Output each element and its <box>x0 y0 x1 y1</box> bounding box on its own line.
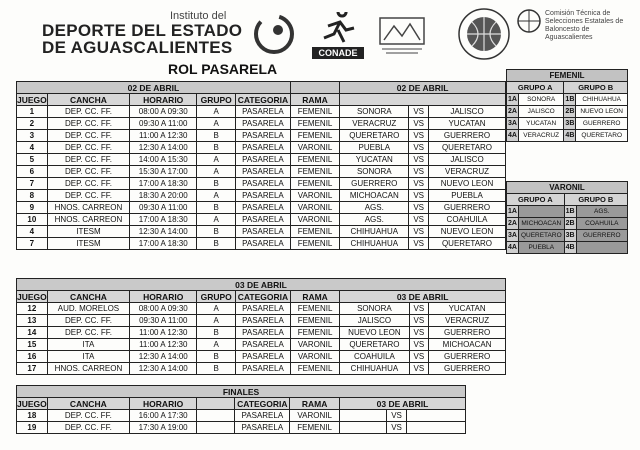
vs-cell: VS <box>409 166 429 178</box>
vs-cell: VS <box>387 422 407 434</box>
game-row <box>17 166 506 178</box>
branch-cell: VARONIL <box>290 214 339 226</box>
court-cell: DEP. CC. FF. <box>47 410 129 422</box>
game-row <box>17 422 466 434</box>
branch-cell: FEMENIL <box>290 238 339 250</box>
branch-cell: VARONIL <box>290 190 339 202</box>
home-team-cell: VERACRUZ <box>340 118 409 130</box>
group-b-team <box>576 242 627 254</box>
category-cell: PASARELA <box>236 363 291 375</box>
group-b-seed: 2B <box>564 218 576 230</box>
branch-cell: FEMENIL <box>290 327 339 339</box>
game-row <box>17 303 506 315</box>
basketball-association-logo <box>455 6 513 62</box>
group-b-seed: 3B <box>564 118 576 130</box>
group-b-team: CHIHUAHUA <box>576 94 628 106</box>
game-number: 10 <box>17 214 48 226</box>
group-cell: B <box>197 327 236 339</box>
game-number: 13 <box>17 315 48 327</box>
game-number: 17 <box>17 363 48 375</box>
game-row <box>17 154 506 166</box>
group-a-seed: 3A <box>507 118 519 130</box>
home-team-cell: CHIHUAHUA <box>340 238 409 250</box>
court-cell: DEP. CC. FF. <box>47 118 129 130</box>
game-row <box>17 226 506 238</box>
game-number: 12 <box>17 303 48 315</box>
category-cell: PASARELA <box>236 130 291 142</box>
time-cell: 08:00 A 09:30 <box>130 303 197 315</box>
court-cell: DEP. CC. FF. <box>47 178 129 190</box>
time-cell: 16:00 A 17:30 <box>129 410 197 422</box>
away-team-cell: GUERRERO <box>429 363 506 375</box>
vs-cell: VS <box>409 130 429 142</box>
home-team-cell <box>339 410 386 422</box>
home-team-cell: CHIHUAHUA <box>340 226 409 238</box>
court-cell: AUD. MORELOS <box>47 303 129 315</box>
category-cell: PASARELA <box>236 339 291 351</box>
branch-cell: FEMENIL <box>290 154 339 166</box>
home-team-cell: SONORA <box>340 106 409 118</box>
court-cell: DEP. CC. FF. <box>47 142 129 154</box>
institute-prefix: Instituto del <box>170 10 227 22</box>
court-cell: HNOS. CARREON <box>47 363 129 375</box>
group-row <box>507 242 628 254</box>
day2-matchup-header: 03 DE ABRIL <box>340 291 506 303</box>
game-number: 7 <box>17 178 48 190</box>
away-team-cell <box>406 422 465 434</box>
federation-logo <box>378 14 426 56</box>
game-row <box>17 351 506 363</box>
branch-cell: FEMENIL <box>290 315 339 327</box>
schedule-table-day1 <box>16 81 506 250</box>
game-row <box>17 339 506 351</box>
away-team-cell <box>406 410 465 422</box>
away-team-cell: PUEBLA <box>429 190 506 202</box>
category-cell: PASARELA <box>236 351 291 363</box>
home-team-cell: GUERRERO <box>340 178 409 190</box>
group-b-seed: 4B <box>564 242 576 254</box>
group-cell: A <box>197 154 236 166</box>
branch-cell: FEMENIL <box>290 130 339 142</box>
group-row <box>507 206 628 218</box>
away-team-cell: NUEVO LEON <box>429 178 506 190</box>
vs-cell: VS <box>409 178 429 190</box>
vs-cell: VS <box>409 327 429 339</box>
game-row <box>17 315 506 327</box>
group-a-team: PUEBLA <box>518 242 564 254</box>
away-team-cell: QUERETARO <box>429 238 506 250</box>
time-cell: 17:00 A 18:30 <box>130 178 197 190</box>
group-cell <box>197 410 235 422</box>
group-b-seed: 2B <box>564 106 576 118</box>
court-cell: DEP. CC. FF. <box>47 166 129 178</box>
group-row <box>507 218 628 230</box>
institute-name-line1: DEPORTE DEL ESTADO <box>42 21 243 40</box>
conade-label: CONADE <box>312 47 364 59</box>
finals-matchup-header: 03 DE ABRIL <box>339 398 465 410</box>
branch-cell: VARONIL <box>290 351 339 363</box>
category-cell: PASARELA <box>236 142 291 154</box>
home-team-cell: PUEBLA <box>340 142 409 154</box>
game-row <box>17 202 506 214</box>
day1-date-header: 02 DE ABRIL <box>17 82 291 94</box>
group-cell: A <box>197 106 236 118</box>
branch-cell: FEMENIL <box>290 118 339 130</box>
col-grupo: GRUPO <box>197 291 236 303</box>
group-a-team: JALISCO <box>518 106 564 118</box>
time-cell: 09:30 A 11:00 <box>130 118 197 130</box>
col-blank <box>197 398 235 410</box>
time-cell: 12:30 A 14:00 <box>130 363 197 375</box>
vs-cell: VS <box>409 351 429 363</box>
away-team-cell: QUERETARO <box>429 142 506 154</box>
col-horario: HORARIO <box>130 291 197 303</box>
branch-cell: FEMENIL <box>290 363 339 375</box>
group-a-seed: 4A <box>507 130 519 142</box>
away-team-cell: VERACRUZ <box>429 166 506 178</box>
schedule-table-finals <box>16 385 466 434</box>
branch-cell: FEMENIL <box>290 178 339 190</box>
game-number: 14 <box>17 327 48 339</box>
game-number: 3 <box>17 130 48 142</box>
category-cell: PASARELA <box>236 190 291 202</box>
group-a-seed: 2A <box>507 106 519 118</box>
group-a-seed: 4A <box>507 242 519 254</box>
col-juego: JUEGO <box>17 398 47 409</box>
group-row <box>507 118 628 130</box>
varonil-title: VARONIL <box>507 182 628 194</box>
category-cell: PASARELA <box>236 214 291 226</box>
col-rama: RAMA <box>290 94 339 106</box>
varonil-group-a: GRUPO A <box>507 194 565 206</box>
game-number: 5 <box>17 154 48 166</box>
home-team-cell: YUCATAN <box>340 154 409 166</box>
varonil-group-b: GRUPO B <box>564 194 627 206</box>
court-cell: ITA <box>47 351 129 363</box>
court-cell: DEP. CC. FF. <box>47 190 129 202</box>
group-a-team: YUCATAN <box>518 118 564 130</box>
group-b-seed: 1B <box>564 94 576 106</box>
group-b-seed: 3B <box>564 230 576 242</box>
away-team-cell: COAHUILA <box>429 214 506 226</box>
group-cell: A <box>197 214 236 226</box>
game-row <box>17 106 506 118</box>
vs-cell: VS <box>409 106 429 118</box>
time-cell: 11:00 A 12:30 <box>130 130 197 142</box>
category-cell: PASARELA <box>235 422 290 434</box>
group-b-seed: 4B <box>564 130 576 142</box>
away-team-cell: GUERRERO <box>429 327 506 339</box>
away-team-cell: YUCATAN <box>429 303 506 315</box>
court-cell: DEP. CC. FF. <box>47 327 129 339</box>
game-number: 4 <box>17 226 48 238</box>
col-categoria: CATEGORIA <box>235 398 290 410</box>
home-team-cell: QUERETARO <box>340 339 409 351</box>
game-row <box>17 118 506 130</box>
col-horario: HORARIO <box>129 398 197 410</box>
femenil-title: FEMENIL <box>507 70 628 82</box>
court-cell: DEP. CC. FF. <box>47 422 129 434</box>
time-cell: 17:00 A 18:30 <box>130 238 197 250</box>
time-cell: 11:00 A 12:30 <box>130 327 197 339</box>
game-number: 15 <box>17 339 48 351</box>
time-cell: 12:30 A 14:00 <box>130 142 197 154</box>
group-cell: B <box>197 363 236 375</box>
group-a-team: VERACRUZ <box>518 130 564 142</box>
away-team-cell: GUERRERO <box>429 202 506 214</box>
group-b-team: GUERRERO <box>576 230 627 242</box>
game-row <box>17 142 506 154</box>
group-row <box>507 106 628 118</box>
home-team-cell: JALISCO <box>340 315 409 327</box>
commission-text: Comisión Técnica de Selecciones Estatales de Baloncesto de Aguascalientes <box>545 10 624 41</box>
court-cell: DEP. CC. FF. <box>47 154 129 166</box>
home-team-cell: AGS. <box>340 202 409 214</box>
col-cancha: CANCHA <box>47 94 129 106</box>
group-cell: A <box>197 190 236 202</box>
home-team-cell: SONORA <box>340 303 409 315</box>
away-team-cell: NUEVO LEON <box>429 226 506 238</box>
col-cancha: CANCHA <box>47 291 129 303</box>
time-cell: 17:00 A 18:30 <box>130 214 197 226</box>
home-team-cell: MICHOACAN <box>340 190 409 202</box>
time-cell: 18:30 A 20:00 <box>130 190 197 202</box>
branch-cell: VARONIL <box>290 202 339 214</box>
group-b-seed: 1B <box>564 206 576 218</box>
vs-cell: VS <box>409 142 429 154</box>
category-cell: PASARELA <box>236 327 291 339</box>
time-cell: 15:30 A 17:00 <box>130 166 197 178</box>
group-a-seed: 1A <box>507 206 519 218</box>
group-cell: A <box>197 303 236 315</box>
col-categoria: CATEGORIA <box>236 291 291 303</box>
group-a-seed: 2A <box>507 218 519 230</box>
away-team-cell: JALISCO <box>429 106 506 118</box>
group-a-team: MICHOACAN <box>518 218 564 230</box>
vs-cell: VS <box>409 303 429 315</box>
group-cell: A <box>197 339 236 351</box>
group-b-team: COAHUILA <box>576 218 627 230</box>
col-matchup <box>340 94 506 106</box>
time-cell: 09:30 A 11:00 <box>130 202 197 214</box>
category-cell: PASARELA <box>236 238 291 250</box>
home-team-cell <box>339 422 386 434</box>
category-cell: PASARELA <box>236 178 291 190</box>
category-cell: PASARELA <box>235 410 290 422</box>
home-team-cell: CHIHUAHUA <box>340 363 409 375</box>
home-team-cell: SONORA <box>340 166 409 178</box>
game-number: 2 <box>17 118 48 130</box>
institute-name-line2: DE AGUASCALIENTES <box>42 38 233 57</box>
group-cell <box>197 422 235 434</box>
away-team-cell: YUCATAN <box>429 118 506 130</box>
group-cell: B <box>197 238 236 250</box>
game-number: 1 <box>17 106 48 118</box>
game-number: 6 <box>17 166 48 178</box>
game-row <box>17 190 506 202</box>
day1-blank-header <box>290 82 339 94</box>
court-cell: ITESM <box>47 226 129 238</box>
home-team-cell: AGS. <box>340 214 409 226</box>
away-team-cell: GUERRERO <box>429 351 506 363</box>
group-row <box>507 130 628 142</box>
home-team-cell: NUEVO LEON <box>340 327 409 339</box>
branch-cell: FEMENIL <box>290 166 339 178</box>
vs-cell: VS <box>387 410 407 422</box>
game-number: 8 <box>17 190 48 202</box>
category-cell: PASARELA <box>236 154 291 166</box>
vs-cell: VS <box>409 363 429 375</box>
day1-matchup-header: 02 DE ABRIL <box>340 82 506 94</box>
category-cell: PASARELA <box>236 118 291 130</box>
court-cell: DEP. CC. FF. <box>47 315 129 327</box>
vs-cell: VS <box>409 202 429 214</box>
group-a-seed: 3A <box>507 230 519 242</box>
game-row <box>17 327 506 339</box>
group-cell: B <box>197 202 236 214</box>
branch-cell: FEMENIL <box>290 303 339 315</box>
game-row <box>17 238 506 250</box>
category-cell: PASARELA <box>236 166 291 178</box>
game-number: 4 <box>17 142 48 154</box>
group-row <box>507 230 628 242</box>
group-b-team: QUERETARO <box>576 130 628 142</box>
vs-cell: VS <box>409 226 429 238</box>
vs-cell: VS <box>409 315 429 327</box>
game-row <box>17 363 506 375</box>
vs-cell: VS <box>409 238 429 250</box>
time-cell: 17:30 A 19:00 <box>129 422 197 434</box>
group-row <box>507 94 628 106</box>
away-team-cell: MICHOACAN <box>429 339 506 351</box>
category-cell: PASARELA <box>236 303 291 315</box>
group-cell: B <box>197 130 236 142</box>
finals-header: FINALES <box>17 386 466 398</box>
home-team-cell: QUERETARO <box>340 130 409 142</box>
group-cell: B <box>197 351 236 363</box>
vs-cell: VS <box>409 214 429 226</box>
game-number: 19 <box>17 422 48 434</box>
category-cell: PASARELA <box>236 226 291 238</box>
group-a-team: SONORA <box>518 94 564 106</box>
game-row <box>17 178 506 190</box>
game-number: 9 <box>17 202 48 214</box>
page-title: ROL PASARELA <box>168 61 278 77</box>
game-number: 16 <box>17 351 48 363</box>
time-cell: 12:30 A 14:00 <box>130 351 197 363</box>
game-row <box>17 410 466 422</box>
col-rama: RAMA <box>290 291 339 303</box>
branch-cell: FEMENIL <box>290 226 339 238</box>
group-b-team: GUERRERO <box>576 118 628 130</box>
col-rama: RAMA <box>290 398 340 410</box>
court-cell: ITESM <box>47 238 129 250</box>
group-cell: A <box>197 315 236 327</box>
group-cell: A <box>197 166 236 178</box>
court-cell: DEP. CC. FF. <box>47 106 129 118</box>
game-number: 7 <box>17 238 48 250</box>
femenil-groups-table <box>506 69 628 142</box>
institute-swirl-logo <box>252 12 296 56</box>
branch-cell: FEMENIL <box>290 422 340 434</box>
group-cell: B <box>197 226 236 238</box>
vs-cell: VS <box>409 339 429 351</box>
commission-basketball-logo <box>516 8 542 34</box>
away-team-cell: VERACRUZ <box>429 315 506 327</box>
court-cell: HNOS. CARREON <box>47 202 129 214</box>
day2-date-header: 03 DE ABRIL <box>17 279 506 291</box>
varonil-groups-table <box>506 181 628 254</box>
branch-cell: VARONIL <box>290 339 339 351</box>
group-cell: B <box>197 142 236 154</box>
category-cell: PASARELA <box>236 315 291 327</box>
away-team-cell: JALISCO <box>429 154 506 166</box>
document-header <box>0 0 640 80</box>
time-cell: 12:30 A 14:00 <box>130 226 197 238</box>
category-cell: PASARELA <box>236 202 291 214</box>
time-cell: 11:00 A 12:30 <box>130 339 197 351</box>
group-a-team <box>518 206 564 218</box>
category-cell: PASARELA <box>236 106 291 118</box>
game-number: 18 <box>17 410 48 422</box>
branch-cell: VARONIL <box>290 410 340 422</box>
court-cell: HNOS. CARREON <box>47 214 129 226</box>
group-cell: B <box>197 178 236 190</box>
time-cell: 08:00 A 09:30 <box>130 106 197 118</box>
group-cell: A <box>197 118 236 130</box>
group-b-team: AGS. <box>576 206 627 218</box>
femenil-group-a: GRUPO A <box>507 82 564 94</box>
time-cell: 09:30 A 11:00 <box>130 315 197 327</box>
col-cancha: CANCHA <box>47 398 129 410</box>
col-categoria: CATEGORIA <box>236 94 291 106</box>
time-cell: 14:00 A 15:30 <box>130 154 197 166</box>
game-row <box>17 130 506 142</box>
away-team-cell: GUERRERO <box>429 130 506 142</box>
col-grupo: GRUPO <box>197 94 236 106</box>
col-horario: HORARIO <box>130 94 197 106</box>
vs-cell: VS <box>409 118 429 130</box>
branch-cell: FEMENIL <box>290 106 339 118</box>
court-cell: DEP. CC. FF. <box>47 130 129 142</box>
home-team-cell: COAHUILA <box>340 351 409 363</box>
group-b-team: NUEVO LEON <box>576 106 628 118</box>
court-cell: ITA <box>47 339 129 351</box>
game-row <box>17 214 506 226</box>
conade-runner-logo <box>316 12 358 46</box>
group-a-seed: 1A <box>507 94 519 106</box>
schedule-table-day2 <box>16 278 506 375</box>
vs-cell: VS <box>409 190 429 202</box>
group-a-team: QUERETARO <box>518 230 564 242</box>
col-juego: JUEGO <box>17 94 47 105</box>
vs-cell: VS <box>409 154 429 166</box>
col-juego: JUEGO <box>17 291 47 302</box>
branch-cell: VARONIL <box>290 142 339 154</box>
femenil-group-b: GRUPO B <box>564 82 628 94</box>
